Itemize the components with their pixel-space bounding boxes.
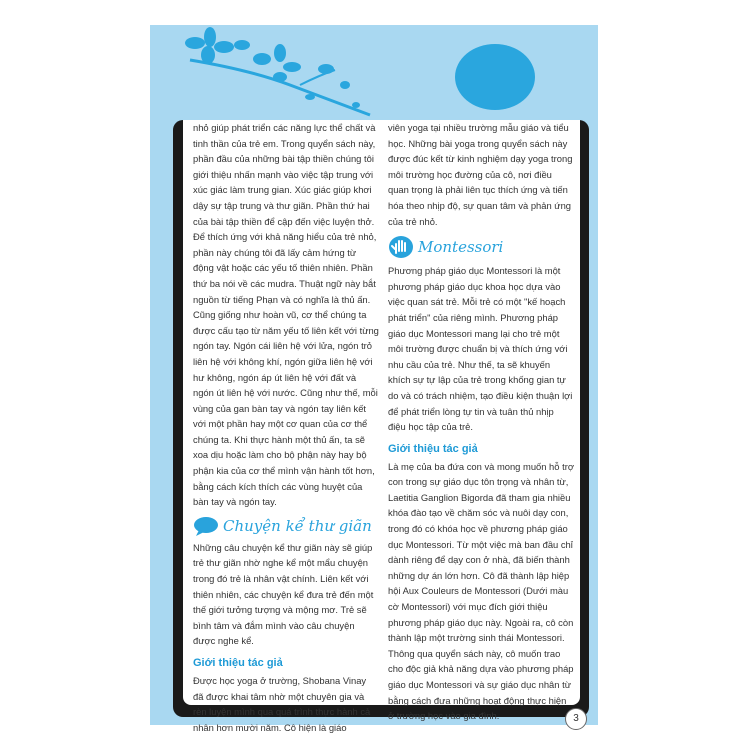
section-title: Chuyện kể thư giãn (223, 516, 372, 535)
author-paragraph: Là mẹ của ba đứa con và mong muốn hỗ trợ con trong sự giáo dục tôn trọng và nhân từ, Laetitia Ganglion Bigorda đã tham gia nhiều khóa đào tạo về chăm sóc và nuôi dạy con, trong đó có khóa học về phương pháp giáo dục Montessori. Từ một việc mà ban đầu chỉ dành riêng để dạy con ở nhà, đã biến thành những dự án lớn hơn. Cô đã thành lập hiệp hội Aux Couleurs de Montessori (Dưới màu cờ Montessori) với mục đích giới thiệu phương pháp giáo dục này. Ngoài ra, cô còn thành lập một trường sinh thái Montessori. Thông qua quyển sách này, cô muốn trao cho độc giả khả năng dựa vào phương pháp giáo dục Montessori và sự giáo dục nhân từ bằng cách đưa những hoạt động thực hiện ở trường học vào gia đình. (388, 460, 574, 722)
sun-circle (455, 44, 535, 110)
speech-bubble-icon (193, 516, 219, 536)
content-frame (173, 120, 589, 733)
author-heading: Giới thiệu tác giả (193, 657, 283, 669)
page-number: 3 (565, 708, 587, 730)
author-paragraph: Được học yoga ở trường, Shobana Vinay đã được khai tâm nhờ một chuyên gia và rèn luyện mình qua quá trình thực hành cả nhân hơn mười năm. Cô hiện là giáo (193, 675, 371, 733)
author-heading: Giới thiệu tác giả (388, 442, 478, 455)
section-title: Montessori (418, 238, 504, 257)
book-page (150, 25, 598, 733)
flower-branch-decoration (150, 25, 598, 135)
section-paragraph: Phương pháp giáo dục Montessori là một phương pháp giáo dục khoa học dựa vào việc quan sát trẻ. Mỗi trẻ có một "kế hoạch phát triển" của riêng mình. Phương pháp giáo dục Montessori mang lại cho trẻ một môi trường được chuẩn bị và thích ứng với nhu cầu của trẻ. Như thế, ta sẽ khuyến khích sự tự lập của trẻ trong khống gian tự do và có trách nhiệm, tạo điều kiện thuận lợi để phát triển lòng tự tin và tuân thủ nhịp điệu học tập của trẻ. (388, 265, 573, 433)
content-area (183, 120, 580, 733)
section-header-relaxation (193, 516, 379, 536)
left-column (193, 120, 379, 735)
right-column (388, 120, 574, 724)
section-paragraph: Những câu chuyện kể thư giãn này sẽ giúp trẻ thư giãn nhờ nghe kể một mẩu chuyện trong đó trẻ là nhân vật chính. Liên kết với thiên nhiên, các chuyện kể đưa trẻ đến một thế giới tưởng tượng và mộng mơ. Trẻ sẽ bình tâm và đắm mình vào câu chuyện được nghe kể. (193, 541, 374, 647)
intro-paragraph: nhỏ giúp phát triển các năng lực thể chất và tinh thần của trẻ em. Trong quyển sách này, phần đầu của những bài tập thiền chúng tôi giới thiệu nhấn mạnh vào việc tập trung với xúc giác làm trung gian. Xúc giác giúp khơi dậy sự tập trung và thư giãn. Phần thứ hai của bài tập thiền để cập đến việc luyện thở. Để thích ứng với khả năng hiểu của trẻ nhỏ, phần này chúng tôi đã lấy cảm hứng từ động vật hoặc các yếu tố thiên nhiên. Phần thứ ba nói về các mudra. Thuật ngữ này bắt nguồn từ tiếng Phạn và có nghĩa là thủ ấn. Cũng giống như hoàn vũ, cơ thể chúng ta được cấu tạo từ năm yếu tố liên kết với từng ngón tay. Ngón cái liên hệ với lửa, ngón trỏ liên hệ với không khí, ngón giữa liên hệ với hư không, ngón áp út liên hệ với đất và ngón út liên hệ với nước. Cũng như thế, mỗi vùng của gan bàn tay và ngón tay liên kết với một phần hay một cơ quan của cơ thể chúng ta. Khi thực hành một thủ ấn, ta sẽ xoa dịu hoặc làm cho bộ phận này hay bộ phận kia của cơ thể mình vận hành tốt hơn, bằng cách kích thích các vùng huyệt của bàn tay và ngón tay. (193, 122, 379, 508)
section-header-montessori (388, 235, 574, 259)
intro-paragraph: viên yoga tại nhiều trường mẫu giáo và tiểu học. Những bài yoga trong quyển sách này được đúc kết từ kinh nghiệm dạy yoga trong môi trường học đường của cô, nơi điều quan trọng là phải liên tục thích ứng và tiến hóa theo nhịp độ, sự quan tâm và phản ứng của trẻ nhỏ. (388, 122, 573, 227)
hand-icon (388, 235, 414, 259)
